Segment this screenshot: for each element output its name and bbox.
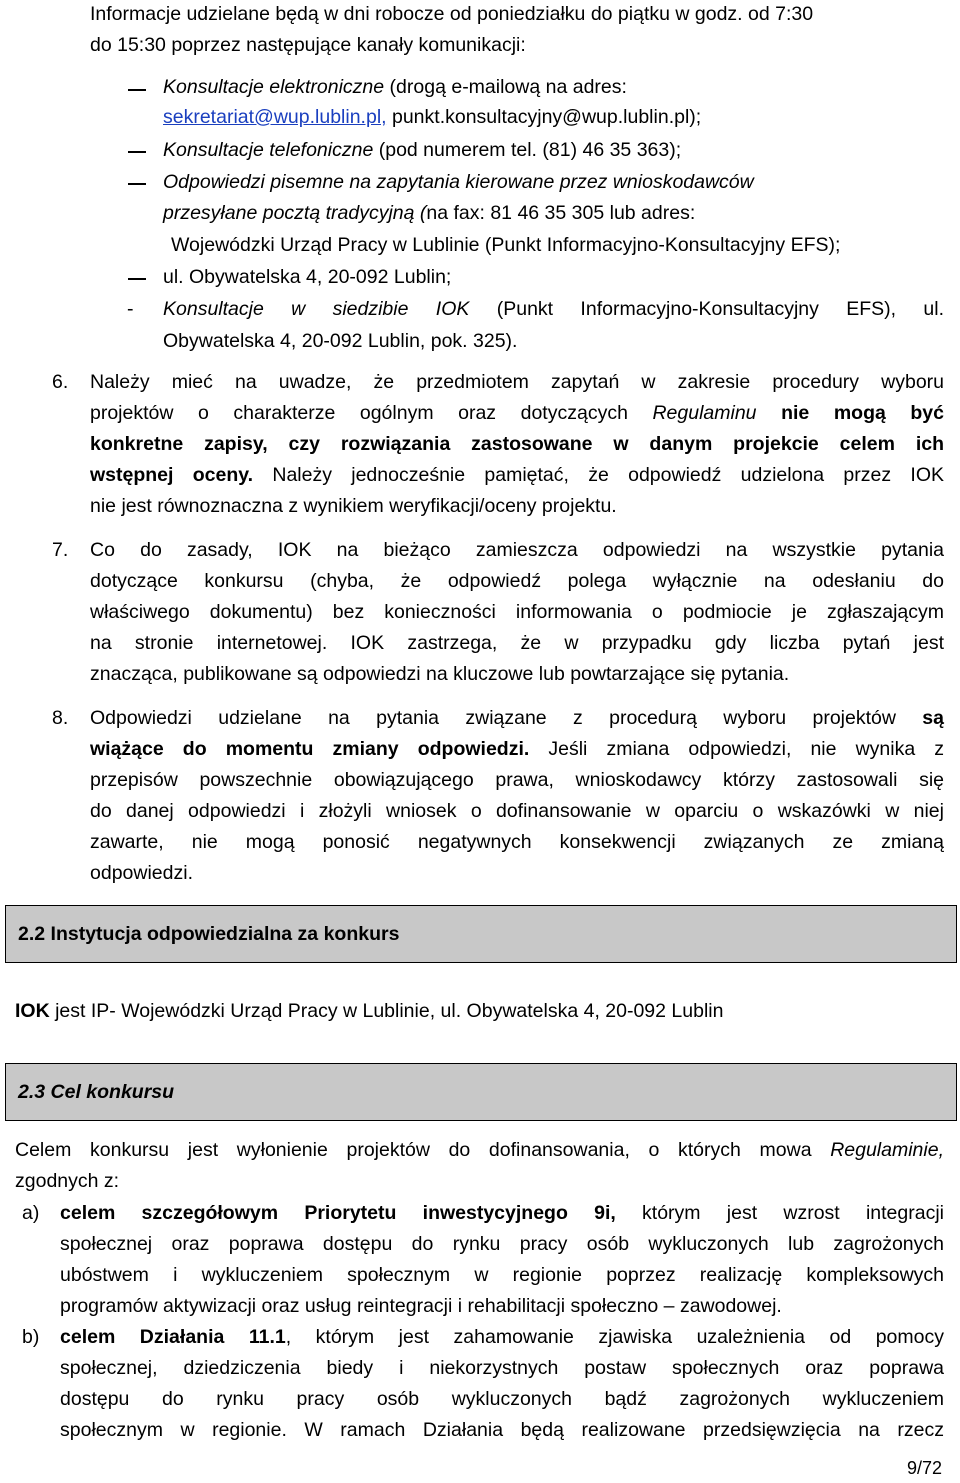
section-2-2-title: 2.2 Instytucja odpowiedzialna za konkurs [18, 923, 400, 945]
page-number: 9/72 [906, 1458, 942, 1478]
p6-line-5: nie jest równoznaczna z wynikiem weryfikacji/oceny projektu. [90, 495, 617, 517]
section-2-2-body: IOK jest IP- Wojewódzki Urząd Pracy w Lublinie, ul. Obywatelska 4, 20-092 Lublin [15, 1000, 724, 1022]
p7-line-3: właściwego dokumentu) bez konieczności informowania o podmiocie je zgłaszającym [90, 601, 944, 623]
list-marker-a: a) [22, 1202, 40, 1224]
p8-number: 8. [52, 707, 69, 729]
p7-line-1: Co do zasady, IOK na bieżąco zamieszcza odpowiedzi na wszystkie pytania [90, 539, 944, 561]
p8-line-6: odpowiedzi. [90, 862, 193, 884]
intro-line-1: Informacje udzielane będą w dni robocze od poniedziałku do piątku w godz. od 7:30 [90, 3, 814, 25]
channel-email: Konsultacje elektroniczne (drogą e-mailową na adres: [163, 76, 627, 98]
goal-a-line-1: celem szczegółowym Priorytetu inwestycyjnego 9i, którym jest wzrost integracji [60, 1202, 944, 1224]
goal-b-line-2: społecznej, dziedziczenia biedy i niekorzystnych postaw społecznych oraz poprawa [60, 1357, 944, 1379]
goal-b-line-3: dostępu do rynku pracy osób wykluczonych bądź zagrożonych wykluczeniem [60, 1388, 944, 1410]
p8-line-1: Odpowiedzi udzielane na pytania związane z procedurą wyboru projektów są [90, 707, 944, 729]
channel-email-addresses: sekretariat@wup.lublin.pl, punkt.konsultacyjny@wup.lublin.pl); [163, 106, 702, 128]
hyphen-bullet: - [127, 298, 134, 320]
channel-written-2: przesyłane pocztą tradycyjną (na fax: 81 46 35 305 lub adres: [163, 202, 696, 224]
p8-line-3: przepisów powszechnie obowiązującego prawa, wnioskodawcy którzy zastosowali się [90, 769, 944, 791]
email-link[interactable]: sekretariat@wup.lublin.pl, [163, 106, 387, 128]
dash-bullet [128, 151, 146, 153]
dash-bullet [128, 183, 146, 185]
p8-line-4: do danej odpowiedzi i złożyli wniosek o dofinansowanie w oparciu o wskazówki w niej [90, 800, 944, 822]
section-2-3-intro-2: zgodnych z: [15, 1170, 120, 1192]
intro-line-2: do 15:30 poprzez następujące kanały komunikacji: [90, 34, 526, 56]
section-2-3-intro-1: Celem konkursu jest wyłonienie projektów do dofinansowania, o których mowa Regulaminie, [15, 1139, 944, 1161]
section-2-2-header [5, 905, 957, 963]
p6-line-4: wstępnej oceny. Należy jednocześnie pamiętać, że odpowiedź udzielona przez IOK [90, 464, 944, 486]
p6-number: 6. [52, 371, 69, 393]
p8-line-2: wiążące do momentu zmiany odpowiedzi. Jeśli zmiana odpowiedzi, nie wynika z [90, 738, 945, 760]
p8-line-5: zawarte, nie mogą ponosić negatywnych konsekwencji związanych ze zmianą [90, 831, 944, 853]
goal-b-line-4: społecznym w regionie. W ramach Działania będą realizowane przedsięwzięcia na rzecz [60, 1419, 944, 1441]
dash-bullet [128, 89, 146, 91]
goal-b-line-1: celem Działania 11.1, którym jest zahamowanie zjawiska uzależnienia od pomocy [60, 1326, 944, 1348]
p7-line-5: znacząca, publikowane są odpowiedzi na kluczowe lub powtarzające się pytania. [90, 663, 790, 685]
channel-written-4: ul. Obywatelska 4, 20-092 Lublin; [163, 266, 452, 288]
section-2-3-header [5, 1063, 957, 1121]
channel-iok-1: Konsultacje w siedzibie IOK (Punkt Informacyjno-Konsultacyjny EFS), ul. [163, 298, 944, 320]
p7-number: 7. [52, 539, 69, 561]
goal-a-line-2: społecznej oraz poprawa dostępu do rynku pracy osób wykluczonych lub zagrożonych [60, 1233, 944, 1255]
section-2-3-title: 2.3 Cel konkursu [18, 1081, 175, 1103]
p7-line-4: na stronie internetowej. IOK zastrzega, że w przypadku gdy liczba pytań jest [90, 632, 944, 654]
channel-written-1: Odpowiedzi pisemne na zapytania kierowane przez wnioskodawców [163, 171, 754, 193]
channel-iok-2: Obywatelska 4, 20-092 Lublin, pok. 325). [163, 330, 518, 352]
goal-a-line-4: programów aktywizacji oraz usług reintegracji i rehabilitacji społeczno – zawodowej. [60, 1295, 782, 1317]
p6-line-3: konkretne zapisy, czy rozwiązania zastosowane w danym projekcie celem ich [90, 433, 944, 455]
channel-written-3: Wojewódzki Urząd Pracy w Lublinie (Punkt Informacyjno-Konsultacyjny EFS); [171, 234, 841, 256]
dash-bullet [128, 278, 146, 280]
p6-line-1: Należy mieć na uwadze, że przedmiotem zapytań w zakresie procedury wyboru [90, 371, 944, 393]
p6-line-2: projektów o charakterze ogólnym oraz dotyczących Regulaminu nie mogą być [90, 402, 944, 424]
list-marker-b: b) [22, 1326, 40, 1348]
p7-line-2: dotyczące konkursu (chyba, że odpowiedź polega wyłącznie na odesłaniu do [90, 570, 944, 592]
goal-a-line-3: ubóstwem i wykluczeniem społecznym w regionie poprzez realizację kompleksowych [60, 1264, 944, 1286]
channel-phone: Konsultacje telefoniczne (pod numerem tel. (81) 46 35 363); [163, 139, 682, 161]
